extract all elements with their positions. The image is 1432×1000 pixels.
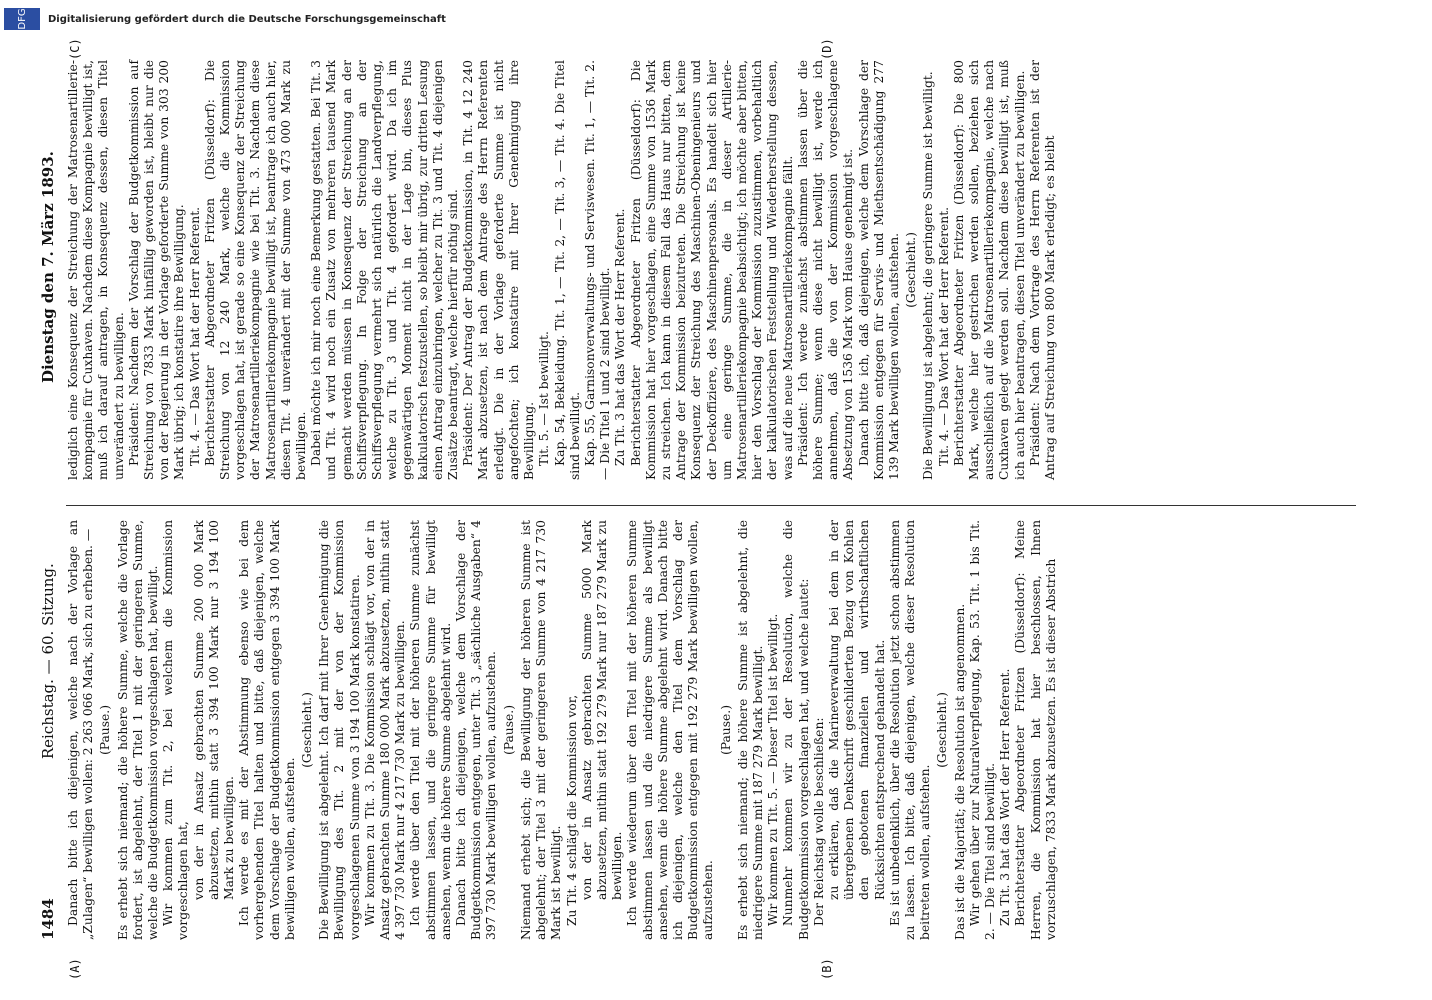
paragraph: Tit. 5. — Ist bewilligt. xyxy=(537,331,552,466)
paragraph: Dabei möchte ich mir noch eine Bemerkung gestatten. Bei Tit. 3 und Tit. 4 wird noch ein Zusatz von mehreren tausend Mark gemacht werden müssen in Konsequenz der Streichung an der Schiffsverpflegung. In Folge der Streichung an der Schiffsverpflegung vermehrt sich natürlich die Landverpflegung, welche zu Tit. 3 und Tit. 4 gefordert wird. Da ich im gegenwärtigen Moment nicht in der Lage bin, dieses Plus kalkulatorisch festzustellen, so bleibt mir übrig, zur dritten Lesung einen Antrag einzubringen, welcher zu Tit. 3 und Tit. 4 diejenigen Zusätze beantragt, welche hierfür nöthig sind. xyxy=(309,60,461,480)
paragraph: (Geschieht.) xyxy=(935,692,950,768)
paragraph: von der in Ansatz gebrachten Summe 5000 Mark abzusetzen, mithin statt 192 279 Mark nur 187 279 Mark zu bewilligen. xyxy=(579,520,625,900)
paragraph: zu erklären, daß die Marineverwaltung bei dem in der übergebenen Denkschrift geschilderten Bezug von Kohlen den gebotenen finanziellen und wirthschaftlichen Rücksichten entsprechend gehandelt hat. xyxy=(826,520,887,900)
paragraph: (Pause.) xyxy=(98,704,113,756)
paragraph: Präsident: Ich werde zunächst abstimmen lassen über die höhere Summe; wenn diese nicht bewilligt ist, werde ich annehmen, daß die von der Kommission vorgeschlagene Absetzung von 1536 Mark vom Hause genehmigt ist. xyxy=(795,60,856,480)
paragraph: Präsident: Der Antrag der Budgetkommission, in Tit. 4 12 240 Mark abzusetzen, ist nach dem Antrage des Herrn Referenten erledigt. Die in der Vorlage geforderte Summe ist nicht angefochten; ich konstatire mit Ihrer Genehmigung ihre Bewilligung. xyxy=(461,60,537,480)
left-text-column xyxy=(66,520,1059,940)
paragraph: Zu Tit. 3 hat das Wort der Herr Referent. xyxy=(998,668,1013,926)
margin-mark-d: (D) xyxy=(820,38,834,60)
column-divider xyxy=(66,505,1356,506)
paragraph: Ich werde wiederum über den Titel mit der höheren Summe abstimmen lassen und die niedrigere Summe als bewilligt ansehen, wenn die höhere Summe abgelehnt wird. Danach bitte ich diejenigen, welche den Titel dem Vorschlag der Budgetkommission entgegen mit 192 279 Mark bewilligen wollen, aufzustehen. xyxy=(625,520,716,940)
paragraph: Der Reichstag wolle beschließen: xyxy=(811,717,826,926)
right-text-column xyxy=(66,60,1058,480)
paragraph: Es ist unbedenklich, über die Resolution jetzt schon abstimmen zu lassen. Ich bitte, daß diejenigen, welche dieser Resolution beitreten wollen, aufstehen. xyxy=(887,520,933,940)
paragraph: Kap. 54, Bekleidung. Tit. 1, — Tit. 2, — Tit. 3, — Tit. 4. Die Titel sind bewilligt. xyxy=(552,60,582,480)
dfg-logo: DFG xyxy=(4,8,40,30)
paragraph: Präsident: Nach dem Vortrage des Herrn Referenten ist der Antrag auf Streichung von 800 Mark erledigt; es bleibt xyxy=(1027,60,1057,480)
paragraph: von der in Ansatz gebrachten Summe 200 000 Mark abzusetzen, mithin statt 3 394 100 Mark nur 3 194 100 Mark zu bewilligen. xyxy=(191,520,237,900)
left-running-title: Reichstag. — 60. Sitzung. xyxy=(39,563,57,760)
paragraph: Danach bitte ich diejenigen, welche dem Vorschlage der Budgetkommission entgegen, unter Tit. 3 „sächliche Ausgaben“ 4 397 730 Mark bewilligen wollen, aufzustehen. xyxy=(454,520,499,940)
margin-mark-c: (C) xyxy=(68,38,82,60)
margin-mark-b: (B) xyxy=(820,958,834,980)
paragraph: Tit. 4. — Das Wort hat der Herr Referent. xyxy=(936,206,951,466)
paragraph: Berichterstatter Abgeordneter Fritzen (Düsseldorf): Die Kommission hat hier vorgeschlagen, eine Summe von 1536 Mark zu streichen. Ich kann in diesem Fall das Haus nur bitten, dem Antrage der Kommission beizutreten. Die Streichung ist keine Konsequenz der Streichung des Maschinen-Obeningenieurs und der Deckoffiziere, des Maschinenpersonals. Es handelt sich hier um eine geringe Summe, die in dieser Artillerie-Matrosenartilleriekompagnie beabsichtigt; ich möchte aber bitten, hier den Vorschlag der Kommission zuzustimmen, vorbehaltlich der kalkulatorischen Feststellung und Wiederherstellung dessen, was auf die neue Matrosenartilleriekompagnie fällt. xyxy=(628,60,795,480)
digitization-note: Digitalisierung gefördert durch die Deutsche Forschungsgemeinschaft xyxy=(48,14,446,25)
paragraph: Ich werde über den Titel mit der höheren Summe zunächst abstimmen lassen, und die geringere Summe für bewilligt ansehen, wenn die höhere Summe abgelehnt wird. xyxy=(408,520,453,940)
paragraph: Wir kommen zum Tit. 2, bei welchem die Kommission vorgeschlagen hat, xyxy=(161,520,191,940)
paragraph: Berichterstatter Abgeordneter Fritzen (Düsseldorf): Meine Herren, die Kommission hat hier beschlossen, Ihnen vorzuschlagen, 7833 Mark abzusetzen. Es ist dieser Abstrich xyxy=(1013,520,1058,940)
paragraph: Ich werde es mit der Abstimmung ebenso wie bei dem vorhergehenden Titel halten und bitte, daß diejenigen, welche dem Vorschlage der Budgetkommission entgegen 3 394 100 Mark bewilligen wollen, aufstehen. xyxy=(237,520,297,940)
right-running-title: Dienstag den 7. März 1893. xyxy=(39,151,57,384)
paragraph: Es erhebt sich niemand; die höhere Summe ist abgelehnt, die niedrigere Summe mit 187 279 Mark bewilligt. xyxy=(735,520,765,940)
paragraph: (Pause.) xyxy=(501,704,516,756)
paragraph: Wir gehen über zur Naturalverpflegung, Kap. 53. Tit. 1 bis Tit. 2. — Die Titel sind bewilligt. xyxy=(967,520,997,940)
paragraph: Berichterstatter Abgeordneter Fritzen (Düsseldorf): Die Streichung von 12 240 Mark, welche die Kommission vorgeschlagen hat, ist gerade so eine Konsequenz der Streichung der Matrosenartilleriekompagnie wie bei Tit. 3. Nachdem diese Matrosenartilleriekompagnie bewilligt ist, beantrage ich auch hier, diesen Tit. 4 unverändert mit der Summe von 473 000 Mark zu bewilligen. xyxy=(202,60,309,480)
paragraph: (Geschieht.) xyxy=(300,692,315,768)
paragraph: Danach bitte ich, daß diejenigen, welche dem Vorschlage der Kommission entgegen für Servis- und Miethsentschädigung 277 139 Mark bewilligen wollen, aufstehen. xyxy=(856,60,901,480)
paragraph: Zu Tit. 4 schlägt die Kommission vor, xyxy=(564,694,579,926)
paragraph: Präsident: Nachdem der Vorschlag der Budgetkommission auf Streichung von 7833 Mark hinfällig geworden ist, bleibt nur die von der Regierung in der Vorlage geforderte Summe von 303 200 Mark übrig; ich konstatire ihre Bewilligung. xyxy=(126,60,187,480)
paragraph: Tit. 4. — Das Wort hat der Herr Referent. xyxy=(187,206,202,466)
paragraph: Danach bitte ich diejenigen, welche nach der Vorlage an „Zulagen“ bewilligen wollen: 2 263 066 Mark, sich zu erheben. — xyxy=(66,520,96,940)
page-header xyxy=(36,70,60,940)
paragraph: Kap. 55, Garnisonverwaltungs- und Serviswesen. Tit. 1, — Tit. 2. — Die Titel 1 und 2 sind bewilligt. xyxy=(582,60,613,480)
paragraph: Zu Tit. 3 hat das Wort der Herr Referent. xyxy=(613,208,628,466)
paragraph: Das ist die Majorität; die Resolution ist angenommen. xyxy=(952,603,967,940)
paragraph: Nunmehr kommen wir zu der Resolution, welche die Budgetkommission vorgeschlagen hat, und welche lautet: xyxy=(781,520,811,940)
margin-mark-a: (A) xyxy=(68,958,82,980)
paragraph: Niemand erhebt sich; die Bewilligung der höheren Summe ist abgelehnt; der Titel 3 mit der geringeren Summe von 4 217 730 Mark ist bewilligt. xyxy=(518,520,564,940)
paragraph: Berichterstatter Abgeordneter Fritzen (Düsseldorf): Die 800 Mark, welche hier gestrichen werden sollen, beziehen sich ausschließlich auf die Matrosenartilleriekompagnie, welche nach Cuxhaven gelegt werden soll. Nachdem diese bewilligt ist, muß ich auch hier beantragen, diesen Titel unverändert zu bewilligen. xyxy=(951,60,1027,480)
digitization-sidebar xyxy=(0,0,1432,40)
paragraph: Es erhebt sich niemand; die höhere Summe, welche die Vorlage fordert, ist abgelehnt, der Titel 1 mit der geringeren Summe, welche die Budgetkommission vorgeschlagen hat, bewilligt. xyxy=(115,520,161,940)
paragraph: Die Bewilligung ist abgelehnt. Ich darf mit Ihrer Genehmigung die Bewilligung des Tit. 2 mit der von der Kommission vorgeschlagenen Summe von 3 194 100 Mark konstatiren. xyxy=(317,520,362,940)
paragraph: lediglich eine Konsequenz der Streichung der Matrosenartillerie-kompagnie für Cuxhaven. Nachdem diese Kompagnie bewilligt ist, muß ich darauf antragen, in Konsequenz dessen, diesen Titel unverändert zu bewilligen. xyxy=(66,60,126,480)
page-number: 1484 xyxy=(39,898,57,940)
paragraph: Wir kommen zu Tit. 3. Die Kommission schlägt vor, von der in Ansatz gebrachten Summe 180 000 Mark abzusetzen, mithin statt 4 397 730 Mark nur 4 217 730 Mark zu bewilligen. xyxy=(362,520,408,940)
paragraph: (Geschieht.) xyxy=(904,232,919,308)
paragraph: Die Bewilligung ist abgelehnt; die geringere Summe ist bewilligt. xyxy=(921,71,936,480)
paragraph: Wir kommen zu Tit. 5. — Dieser Titel ist bewilligt. xyxy=(766,613,781,926)
paragraph: (Pause.) xyxy=(718,704,733,756)
